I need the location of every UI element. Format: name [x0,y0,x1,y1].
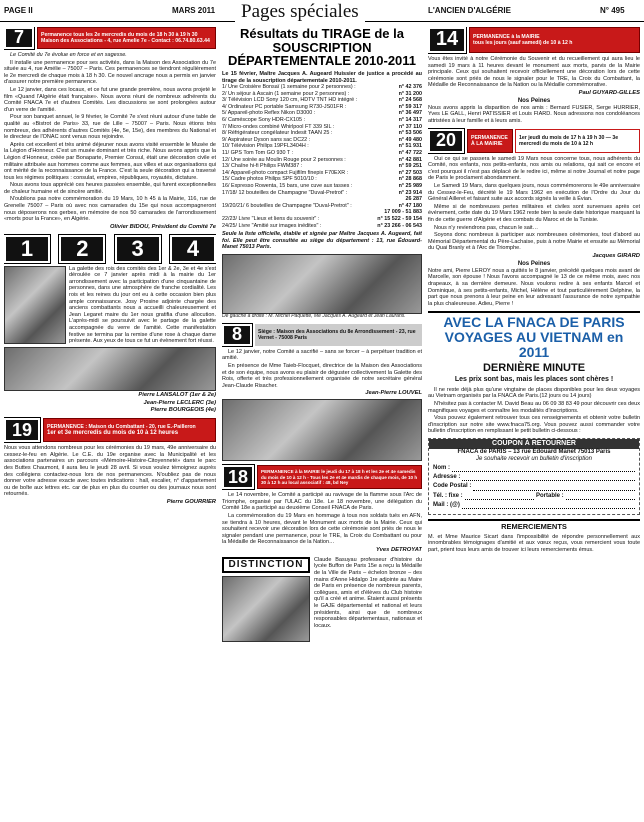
contact-line: Maison des Associations - 4, rue Amelie 7e - Contact : 06.74.80.63.44 [41,38,210,44]
permanence-line: Permanence tous les 2e mercredis du mois de 18 h 30 à 19 h 30 [41,31,198,38]
issue-date: MARS 2011 [172,6,216,15]
fnaca-subtitle: DERNIÈRE MINUTE [482,361,586,374]
lot-label: 24/25/ Livre "Amitié sur images inédites" : [222,222,322,229]
peines-text: Nous avons appris la disparition de nos amis : Bernard FUSIER, Serge HURRIER, Yves LE GALL, Henri PATISSIER et Louis FIARD. Nous adressons nos condoléances attristées à leur famille et à leurs amis. [428,104,640,125]
lot-number: n° 59 317 [398,103,422,110]
lot-row [222,117,422,124]
paragraph: Nous avons tous apprécié ces heures passées ensemble, qui furent exceptionnelles de chaleur humaine et de sincère amitié. [4,182,216,195]
section-18-banner [222,465,422,489]
lot-row [222,104,422,111]
lot-number: n° 27 503 [398,169,422,176]
signature: Jacques GIRARD [592,252,640,259]
lot-label: 22/23/ Livre "Lieux et liens du souvenir" : [222,215,320,222]
paragraph: En présence de Mme Taieb-Flocquet, directrice de la Maison des Associations et de son équipe, nous avons eu plaisir de déguster collectivement la Galette des Rois, offerte et très professionnellement organisée de notre secrétaire général Jean-Claude Risacher. [222,363,422,389]
fnaca-ad [428,311,640,434]
distinction-title: DISTINCTION [222,557,310,573]
lot-label: 1/ Une Croisière Bonsaï (1 semaine pour 2 personnes) : [222,84,356,91]
section-7-banner [4,27,216,49]
peines-text: Notre ami, Pierre LEROY nous a quittés le 8 janvier, précédé quelques mois avant de Marcelle, son épouse ! Nous l'avons accompagné le 13 de ce même mois, avec nos drapeaux, à sa dernière demeure. Nous voulons redire à ses enfants Marcel et Dominique, à ses petits-enfants, Michel, Hélène et tout particulièrement Delphine, la part que nous prenons à leur peine en leur adressant l'assurance de notre sympathie la plus chaleureuse. Adieu, Pierre ! [428,267,640,307]
siege-band: Siège : Maison des Associations du 8e Arrondissement - 23, rue Vernet - 75008 Paris [255,324,422,346]
arrondissement-badge: 3 [115,235,161,263]
field-line[interactable] [452,465,635,472]
lot-number: n° 23 266 - 06 543 [377,222,422,229]
signature: Yves DETROYAT [376,546,422,553]
coupon-title: COUPON À RETOURNER [429,439,639,449]
lot-number: n° 23 914 [398,189,422,196]
right-column [428,27,640,819]
permanence-line: PERMANENCE : Maison du Combattant - 20, rue E.-Pailleron [47,423,196,430]
section-8-banner [222,324,422,346]
section-20-text [428,156,640,252]
section-19-banner [4,418,216,442]
lot-label: 12/ Une soirée au Moulin Rouge pour 2 personnes : [222,156,346,163]
section-18-text [222,492,422,546]
fnaca-title: VOYAGES AU VIETNAM en 2011 [444,329,624,360]
arrondissement-badge: 18 [222,465,254,489]
phone-field[interactable] [433,493,635,500]
lot-row [222,196,422,203]
section-7-text [4,52,216,223]
peines-heading: Nos Peines [517,97,551,104]
paragraph: Il ne reste déjà plus qu'une vingtaine de places disponibles pour les deux voyages au Vietnam organisés par la FNACA de Paris.(12 jours ou 14 jours) [428,386,640,400]
lot-label: 19/20/21/ 6 bouteilles de Champagne "Duval-Pretrot" : [222,202,352,209]
tirage-outro: Seule la liste officielle, établie et signée par Maître Jacques A. Augeard, fait foi. Elle peut être consultée au siège du département : 13, rue Édouard-Manet 75013 Paris. [222,231,422,251]
lot-number: n° 42 376 [398,84,422,91]
distinction-left [222,557,310,642]
lot-row [222,163,422,170]
paragraph: Le 12 janvier, dans ces locaux, et ce fut une grande première, nous avons projeté le film «Quand l'Algérie était française». Nous avons réuni de nombreux adhérents du Comité FNACA 7e et d'autres Comités. Les discussions se sont prolongées autour d'un verre de l'amitié. [4,86,216,113]
paragraph: N'hésitez pas à contacter M. David Beau au 06 09 38 83 49 pour découvrir ces deux magnifiques voyages et connaître les modalités d'inscriptions. [428,400,640,414]
distinction-block [222,557,422,642]
lot-number: n° 53 506 [398,130,422,137]
paragraph: Il installe une permanence pour ses activités, dans la Maison des Association du 7e située au 4, rue Amélie – 75007 – Paris. Ces permanences se tiendront régulièrement le 2e mercredi de chaque mois à 18 h 30. Ce nouvel ancrage nous a permis en janvier d'assurer notre première permanence. [4,59,216,86]
section-14-text: Vous êtes invité à notre Cérémonie du Souvenir et du recueillement qui aura lieu le samedi 19 mars à 11 heures devant le monument aux morts, parvis de la Mairie principale. Ceux qui souhaitent recevoir officiellement une décoration lors de cette cérémonie sont priés de nous le signaler pour le TRE, la Croix du Combattant, la Médaille de Reconnaissance de la Nation ou la Médaille commémorative. [428,56,640,89]
lot-row [222,97,422,104]
signature: Jean-Pierre LOUVEL [365,390,422,397]
paragraph: Le Samedi 19 Mars, dans quelques jours, nous commémorerons le 49e anniversaire du Cessez-le-Feu, décrété le 19 Mars 1962 en exécution de l'Ordre du Jour du Général Ailleret et faisant suite aux accords signés la veille à Évian. [428,183,640,203]
lot-label: 2/ Un séjour à Ascain (1 semaine pour 2 personnes) : [222,90,350,97]
paragraph: Après cet excellent et très animé déjeuner nous avons visité ensemble le Musée de la Légion d'Honneur. C'est un musée dominant et très riche. Nous avons appris que la Légion d'Honneur, créée par Bonaparte, Premier Consul, était une décoration civile et militaire attribuée aux hommes comme aux femmes, aux villes et aux organisations qui ont mérité de la reconnaissance de la France. C'est la seule décoration qui a traversé tous les régimes politiques : consulat, empires, républiques, royautés, dictature. [4,141,216,181]
lot-row [222,176,422,183]
lot-row [222,209,422,216]
lot-number: n° 31 200 [398,90,422,97]
lot-number: n° 42 881 [398,156,422,163]
peines-heading: Nos Peines [517,260,551,267]
arrondissement-badge: 7 [4,27,34,49]
lot-label: 4/ Ordinateur PC portable Samsung R730-JS01FR : [222,103,347,110]
paragraph: Pour son banquet annuel, le 9 février, le Comité 7e s'est réuni autour d'une table de qualité au «Bistrot de Paris» 33, rue de Lille – 75007 – Paris. Nous étions très nombreux, des adhérents d'autres Comités (4e, 5e, 15e), des membres du National et le directeur de l'ONAC sont venus nous rejoindre. [4,114,216,141]
lot-row [222,223,422,230]
newspaper-name: L'ANCIEN D'ALGÉRIE [428,6,511,15]
photo [222,399,422,461]
paragraph: Oui ce qui se passera le samedi 19 Mars nous concerne tous, nous adhérents du Comité, nos enfants, nos petits-enfants, nos amis ou relations, qui sait ce encore et c'est pourquoi il n'est pas déplacé de le redire ici, même si notre Journal et notre page de Paris le proclament abondamment. [428,155,640,182]
tirage-intro: Le 15 février, Maître Jacques A. Augeard Huissier de justice a procédé au tirage de la souscription départementale 2010-2011. [222,70,422,84]
paragraph: Nous n'y reviendrons pas, chacun le sait… [434,224,539,231]
paragraph: Vous pouvez également retrouver tous ces renseignements et obtenir votre bulletin d'inscription sur notre site www.fnaca75.org. Vous pouvez aussi commander votre bulletin d'inscription en remplissant le petit bulletin ci-dessous : [428,415,640,435]
lot-label: 17/18/ 12 bouteilles de Champagne "Duval-Pretrot" : [222,189,348,196]
permanence-line: PERMANENCE à la MAIRIE [473,33,540,40]
field-line[interactable] [462,474,635,481]
lot-label: 15/ Cadre photos Philips SPF 5010/10 : [222,176,317,183]
mail-field[interactable] [433,502,635,509]
distinction-text: Claude Basuyau professeur d'histoire du lycée Buffon de Paris 15e a reçu la Médaille de la Ville de Paris – échelon bronze – des mains d'Anne Hidalgo 1re adjointe au Maire de Paris en présence de nombreux parents, collègues, amis et d'élèves du Club histoire qu'il a créé et anime. Étaient aussi présents le GAJE départemental et national et leurs présidents, ainsi que de nombreux responsables départementaux, nationaux et locaux. [314,556,422,629]
lot-row [222,216,422,223]
signature: Pierre LANSALOT (1er & 2e) [138,391,216,398]
remerciements-title: REMERCIEMENTS [501,521,567,531]
lot-label: 8/ Réfrigérateur congélateur Indesit TAAN 25 : [222,130,333,137]
tirage-title: Résultats du TIRAGE de la SOUSCRIPTION DÉPARTEMENTALE 2010-2011 [227,27,417,69]
lot-number: n° 49 480 [398,136,422,143]
lead-paragraph: Le Comité du 7e évolue en force et en sagesse. [10,52,127,58]
signature: Pierre BOURGEOIS (4e) [150,407,216,414]
coupon-form [428,438,640,515]
signature: Jean-Pierre LECLERC (3e) [143,399,216,406]
name-field[interactable] [433,465,635,472]
lot-number: n° 36 497 [398,110,422,117]
permanence-band: PERMANENCE À LA MAIRIE [467,129,513,153]
postal-code-field[interactable] [433,483,635,490]
field-line[interactable] [566,493,635,500]
section-19-text: Nous vous attendons nombreux pour les cérémonies du 19 mars, 49e anniversaire du cessez-le-feu en Algérie. Le C.E. du 19e organise avec la Municipalité et les associations partenaires un parcours «Mémoire-Histoire-Citoyenneté» dans le parc des Buttes Chaumont, il aura lieu le jeudi 28 avril. Si vous voulez témoignez auprès des collégiens contactez-nous lors de nos permanences. N'oubliez pas de nous donner votre adresse exacte avec toutes indications : hall, escalier, n° d'appartement ou de boîte aux lettres etc. car de plus en plus du courrier ou des journaux nous sont retournés. [4,445,216,498]
lot-number: n° 25 989 [398,183,422,190]
lot-row [222,170,422,177]
address-field[interactable] [433,474,635,481]
field-label: Adresse : [433,474,461,481]
section-1234-banner [4,235,216,263]
lot-label: 3/ Télévision LCD Sony 120 cm, HDTV TNT HD intégré : [222,97,358,104]
signature: Pierre GOURRIER [166,499,216,506]
paragraph: N'oublions pas notre commémoration du 19 Mars, 10 h 45 à la Mairie, 116, rue de Grenelle 75007 – Paris où avec nos camarades du 15e qui nous accompagneront nous déposerons nos gerbes, en mémoire de nos 50 camarades de l'arrondissement «morts pour la France», en Algérie. [4,196,216,223]
remerciements-block [428,519,640,554]
left-column [4,27,216,819]
arrondissement-badge: 14 [428,27,466,53]
permanence-band [469,27,640,53]
photo [222,254,422,314]
section-14-banner [428,27,640,53]
page-title: Pages spéciales [235,1,365,23]
fnaca-title: AVEC LA FNACA DE PARIS [443,314,625,331]
arrondissement-badge: 19 [4,418,40,442]
field-label: Portable : [536,492,564,499]
lot-number: n° 15 522 - 59 154 [377,215,422,222]
section-8-text [222,349,422,390]
photo [4,347,216,391]
field-label: Code Postal : [433,483,472,490]
lot-row [222,110,422,117]
arrondissement-badge: 4 [170,235,216,263]
lot-row [222,143,422,150]
permanence-hours: 1er jeudi du mois de 17 h à 19 h 30 — 3e mercredi du mois de 10 à 12 h [515,129,640,153]
lot-number: n° 47 722 [398,150,422,157]
photo [4,266,66,344]
fnaca-tagline: Les prix sont bas, mais les places sont chères ! [454,376,614,384]
permanence-band: PERMANENCE à la MAIRIE le jeudi du 17 à 18 h et les 2e et 4e samedis du mois de 10 à 12 h - Tous les 2e et 4e mardis de chaque mois, de 10 h 30 à 12 h au local associatif : 48, bd Ney [257,465,422,489]
signature: Paul GUYARD-GILLES [578,89,640,96]
arrondissement-badge: 1 [4,235,50,263]
arrondissement-badge: 20 [428,129,464,153]
lot-row [222,137,422,144]
lot-row [222,84,422,91]
lot-label: 5/ Appareil-photo Reflex Nikon D3000 : [222,110,316,117]
paragraph: Soyons donc nombreux à participer aux nombreuses cérémonies, tout d'abord au Mémorial Départemental du Père-Lachaise, puis à notre Mairie et ensuite au Mémorial du Quai Branly et à l'Arc de Triomphe. [428,232,640,252]
paragraph: Le 12 janvier, notre Comité a sacrifié – sans se forcer – à perpétuer tradition et amitié. [222,348,422,362]
lot-row [222,124,422,131]
lot-row [222,203,422,210]
lot-label: 16/ Expresso Rowenta, 15 bars, une cuve aux tasses : [222,183,353,190]
field-label: Nom : [433,465,450,472]
lot-row [222,150,422,157]
lot-row [222,190,422,197]
paragraph: La commémoration du 19 Mars en hommage à tous nos soldats tués en AFN, se tiendra à 10 heures, devant le Monument aux morts de la Mairie. Ceux qui souhaitent recevoir une décoration lors de cette cérémonie sont priés de nous le signaler pendant une permanence, pour le TRE, la Croix du Combattant ou pour la Médaille de Reconnaissance de la Nation… [222,513,422,546]
field-line[interactable] [462,502,635,509]
lot-row [222,91,422,98]
lot-list [222,84,422,229]
lot-row [222,157,422,164]
permanence-band [43,418,216,442]
signature: Olivier BIDOU, Président du Comité 7e [110,223,216,230]
page-header [0,0,644,22]
lot-row [222,130,422,137]
permanence-line: 1er et 3e mercredis du mois de 10 à 12 heures [47,429,179,436]
field-line[interactable] [465,493,534,500]
lot-label: 9/ Aspirateur Dyson sans sac DC22 : [222,136,311,143]
section-1234-body [4,266,216,415]
section-20-banner [428,129,640,153]
paragraph: Le 14 novembre, le Comité a participé au ravivage de la flamme sous l'Arc de Triomphe, organisé par l'ULAC du 18e. Le 18 novembre, une délégation du Comité 18e a participé au deuxième Conseil FNACA de Paris. [222,492,422,512]
issue-number: N° 495 [600,6,625,15]
lot-label: 10/ Télévision Philips 19PFL3404H : [222,143,309,150]
lot-number: n° 28 868 [398,176,422,183]
lot-number: 17 009 - 51 883 [384,209,422,216]
lot-number: n° 51 931 [398,143,422,150]
lot-number: n° 24 568 [398,97,422,104]
lot-number: n° 37 110 [398,123,422,130]
section-1234-text: La galette des rois des comités des 1er & 2e, 3e et 4e s'est déroulée ce 7 janvier après midi à la mairie du 1er arrondissement avec la participation d'une cinquantaine de personnes, dans une atmosphère de franche cordialité. Les rois et les reines du jour ont eu à cette occasion bien plus ample connaissance. Josy Prosine adjointe chargée des anciens combattants nous a accueilli chaleureusement et Jean Legaret maire du 1er nous gratifia d'une allocution. L'après-midi se poursuivit avec le partage de la galette accompagnée du verre de l'amitié. Cette manifestation festive se termina par la remise d'une rose à chaque dame présente. Aux yeux de tous ce fut un évènement fort réussi. [69,265,216,345]
field-label: Mail : (@) [433,501,460,508]
page-number: PAGE II [4,6,33,15]
remerciements-text: M. et Mme Maurice Sicart dans l'impossibilité de répondre personnellement aux innombrables témoignages d'amitié et aux vœux reçus, vous remercient vous toute part, prient tous leurs amis de trouver ici leurs remerciements émus. [428,533,640,553]
lot-number: n° 47 180 [398,202,422,209]
arrondissement-badge: 8 [222,324,252,346]
photo-caption: De gauche à droite : M. Michel Paquette, Me Jacques A. Augeard et Jean Laurans. [222,312,406,319]
coupon-subtitle: Je souhaite recevoir un bulletin d'inscription [476,456,592,463]
field-label: Tél. : fixe : [433,492,463,499]
permanence-line: tous les jours (sauf samedi) de 10 à 12 h [473,40,573,46]
photo [222,576,310,642]
lot-label: 6/ Caméscope Sony HDR-CX105 : [222,117,305,124]
paragraph: Même si de nombreuses pertes militaires et civiles sont survenues après cet événement, cette date du 19 Mars 1962 reste bien la seule date historique marquant la fin de cette guerre d'Algérie et des combats du Maroc et de la Tunisie. [428,203,640,223]
lot-number: n° 14 317 [398,117,422,124]
field-line[interactable] [473,483,635,490]
lot-label: 11/ GPS Tom Tom GO 930 T : [222,150,294,157]
lot-label: 14/ Appareil-photo compact Fujifilm finepix F70EXR : [222,169,349,176]
lot-label: 13/ Chaîne hi-fi Philips FWM387 : [222,163,303,170]
lot-number: 26 287 [405,196,422,203]
fnaca-text [428,387,640,435]
arrondissement-badge: 2 [59,235,105,263]
coupon-address: FNACA de PARIS – 13 rue Édouard Manet 75013 Paris [457,449,611,456]
lot-label: 7/ Micro-ondes combiné Whirlpool FT 339 SIL : [222,123,335,130]
lot-number: n° 59 251 [398,163,422,170]
middle-column [222,27,422,819]
lot-row [222,183,422,190]
permanence-band [37,27,216,49]
